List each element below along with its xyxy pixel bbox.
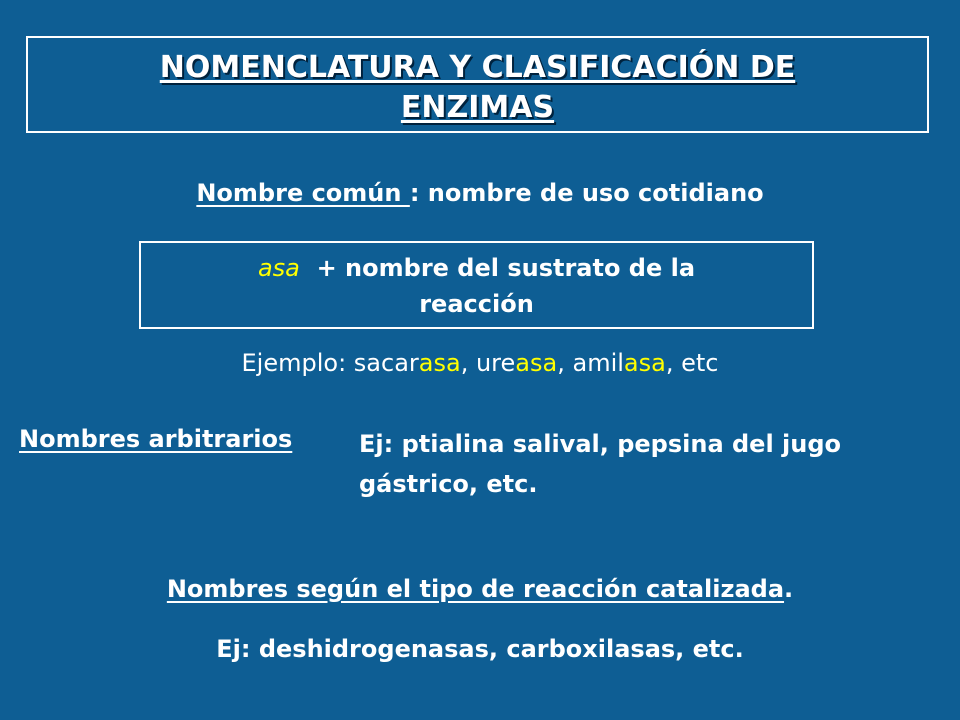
- reaction-type-label: Nombres según el tipo de reacción catalizada: [166, 575, 785, 603]
- example-item-amilasa: amilasa, etc: [572, 349, 719, 377]
- common-name-label: Nombre común: [196, 179, 410, 207]
- formula-rest: + nombre del sustrato de la: [299, 254, 696, 282]
- title-line-2: ENZIMAS: [400, 90, 555, 125]
- arbitrary-names-label: Nombres arbitrarios: [19, 425, 293, 453]
- common-name-separator: :: [409, 179, 420, 207]
- formula-suffix: asa: [257, 254, 300, 282]
- arbitrary-example-line-1: Ej: ptialina salival, pepsina del jugo: [359, 430, 842, 458]
- example-item-ureasa: ureasa,: [475, 349, 573, 377]
- arbitrary-names-example: [359, 424, 939, 504]
- example-item-sacarasa: sacarasa,: [353, 349, 476, 377]
- formula-line-2: reacción: [419, 290, 534, 318]
- reaction-type-punct: .: [784, 575, 794, 603]
- arbitrary-example-line-2: gástrico, etc.: [359, 470, 538, 498]
- page-title: [28, 48, 927, 128]
- common-name-line: [0, 178, 960, 208]
- title-line-1: NOMENCLATURA Y CLASIFICACIÓN DE: [159, 50, 796, 85]
- example-line: [0, 348, 960, 378]
- title-box: [26, 36, 929, 133]
- common-name-description: nombre de uso cotidiano: [419, 179, 764, 207]
- reaction-type-line: [0, 574, 960, 604]
- example-prefix: Ejemplo:: [241, 349, 354, 377]
- formula-box: [139, 241, 814, 329]
- reaction-type-example: Ej: deshidrogenasas, carboxilasas, etc.: [216, 635, 744, 663]
- formula-line-1: [141, 253, 812, 283]
